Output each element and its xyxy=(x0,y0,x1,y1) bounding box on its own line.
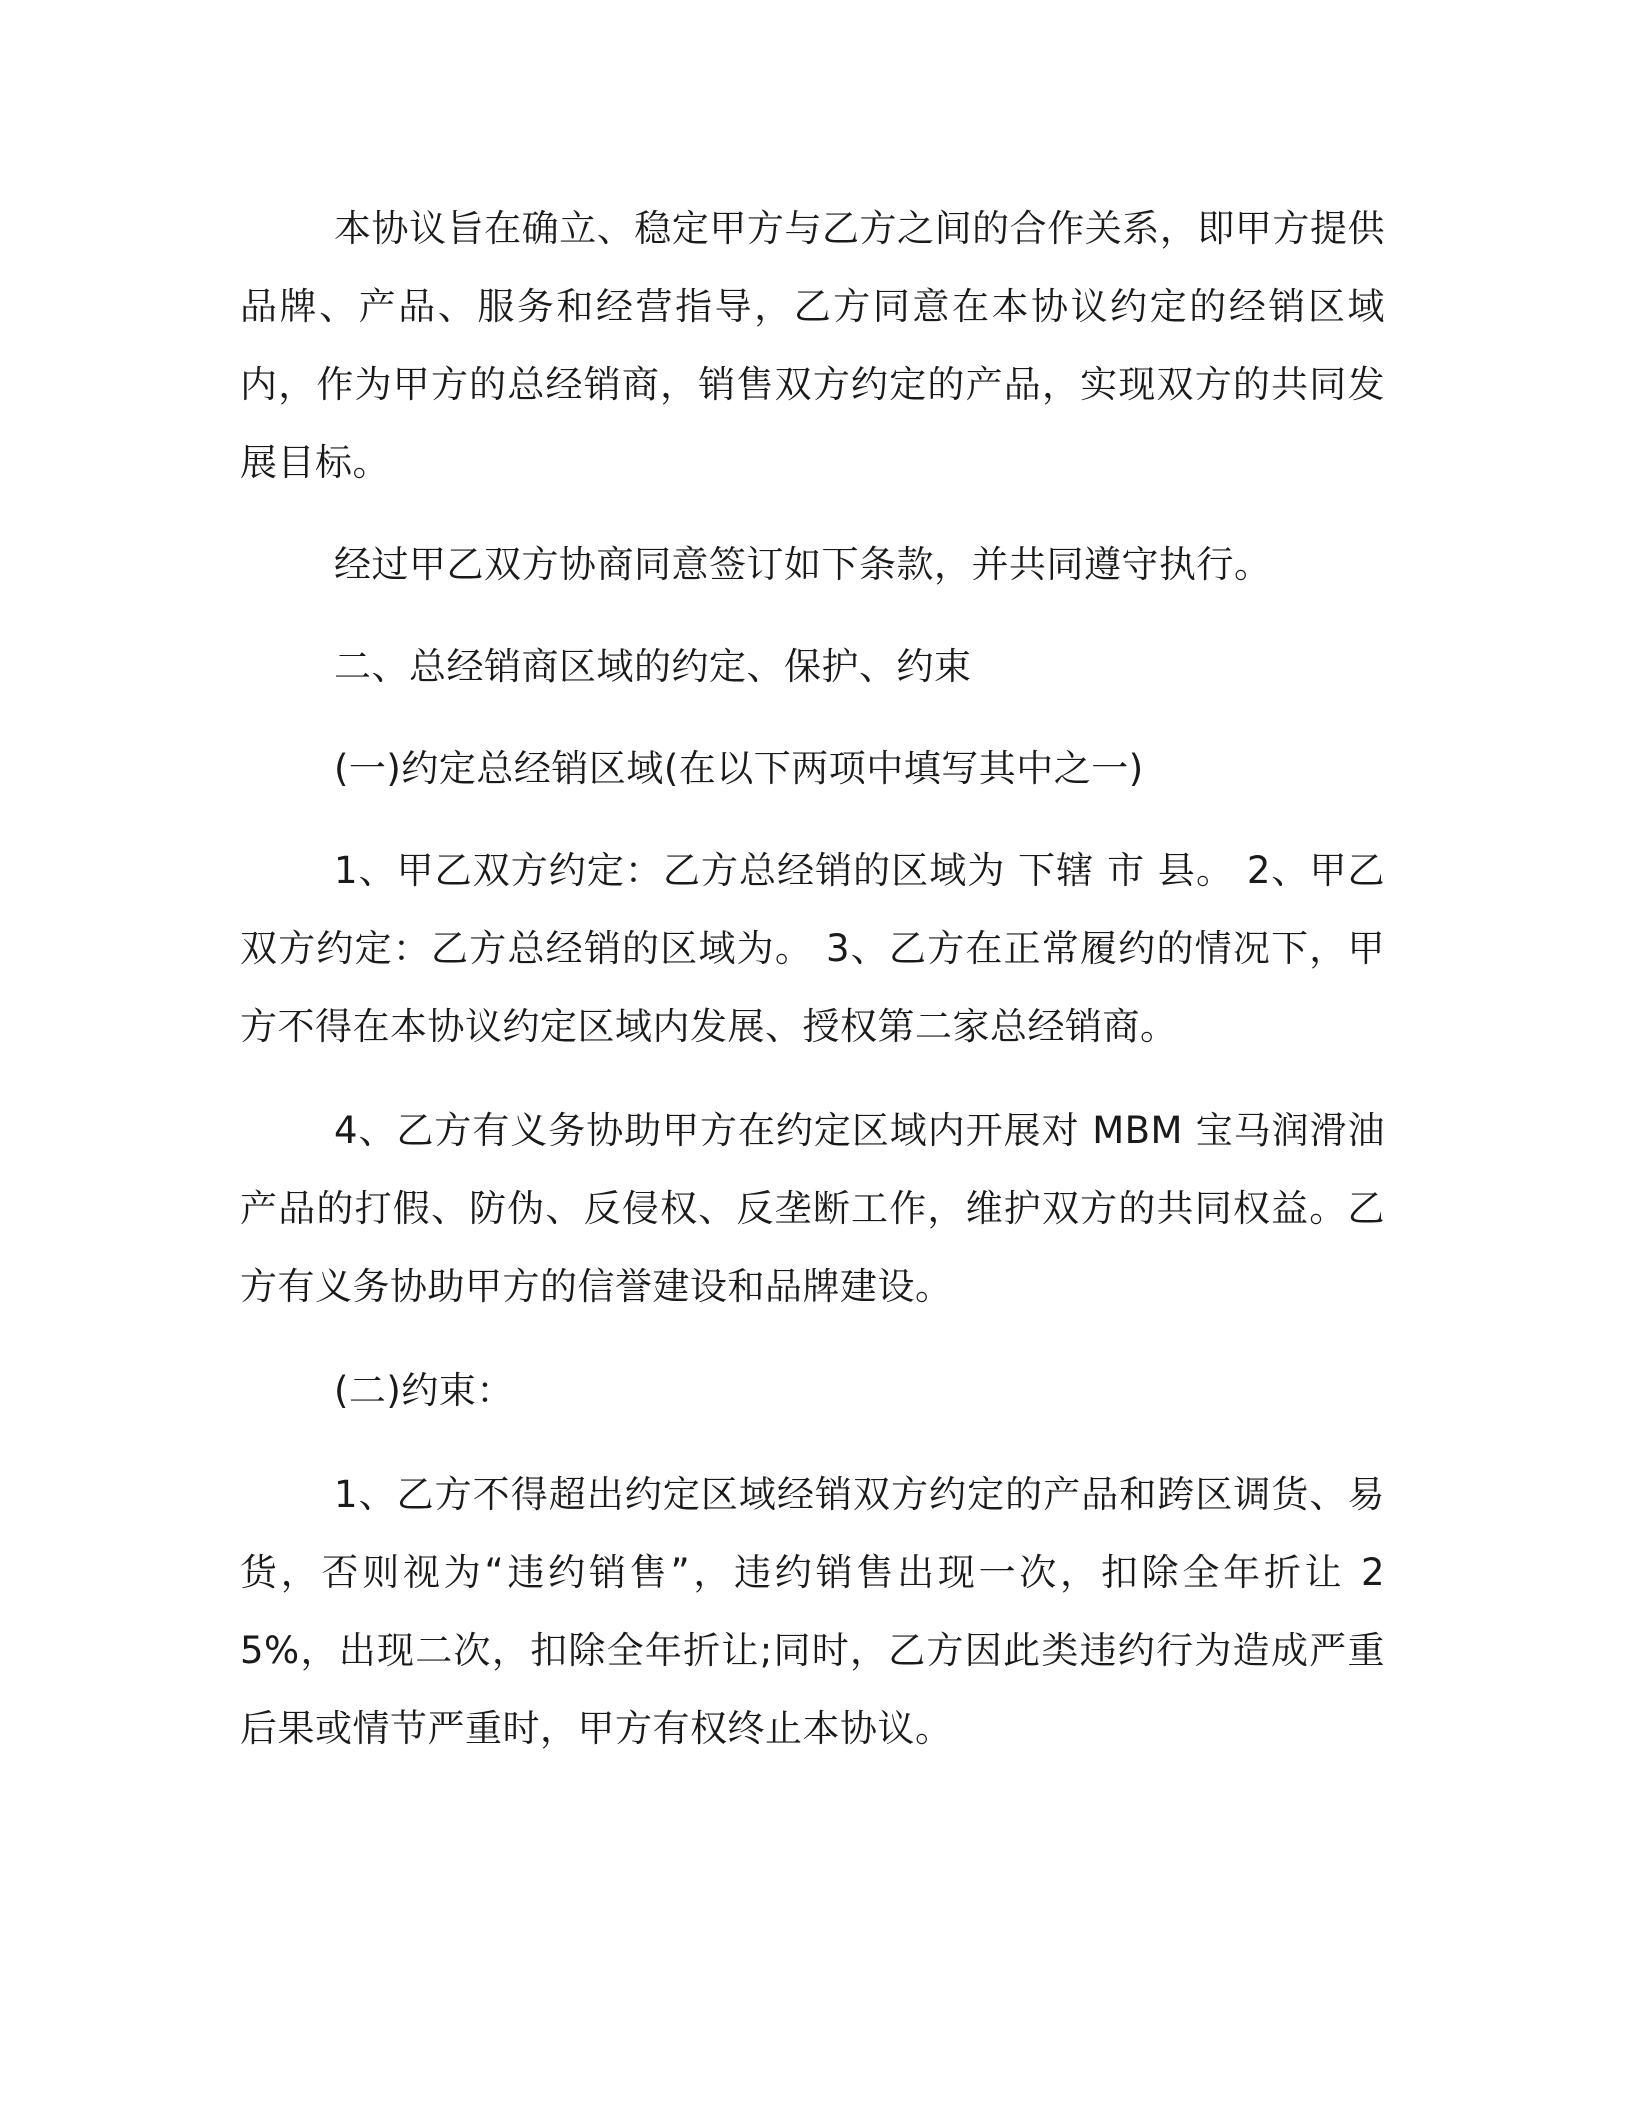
paragraph-agreement-intro: 经过甲乙双方协商同意签订如下条款，并共同遵守执行。 xyxy=(334,543,1272,586)
paragraph-violation-clause: 1、乙方不得超出约定区域经销双方约定的产品和跨区调货、易货，否则视为“违约销售”，违约销售出现一次，扣除全年折让 25%，出现二次，扣除全年折让;同时，乙方因此类违约行为造成严重后果或情节严重时，甲方有权终止本协议。 xyxy=(240,1473,1385,1750)
subsection-heading-territory-agreement: (一)约定总经销区域(在以下两项中填写其中之一) xyxy=(334,747,1144,790)
document-body xyxy=(240,190,1385,1768)
paragraph-purpose: 本协议旨在确立、稳定甲方与乙方之间的合作关系，即甲方提供品牌、产品、服务和经营指导，乙方同意在本协议约定的经销区域内，作为甲方的总经销商，销售双方约定的产品，实现双方的共同发展目标。 xyxy=(240,207,1385,484)
section-heading-territory: 二、总经销商区域的约定、保护、约束 xyxy=(334,645,972,688)
subsection-heading-restrictions: (二)约束： xyxy=(334,1369,514,1412)
paragraph-anti-counterfeit-clause: 4、乙方有义务协助甲方在约定区域内开展对 MBM 宝马润滑油产品的打假、防伪、反侵权、反垄断工作，维护双方的共同权益。乙方有义务协助甲方的信誉建设和品牌建设。 xyxy=(240,1109,1385,1308)
paragraph-territory-clauses: 1、甲乙双方约定：乙方总经销的区域为 下辖 市 县。 2、甲乙双方约定：乙方总经销的区域为。 3、乙方在正常履约的情况下，甲方不得在本协议约定区域内发展、授权第二家总经销商。 xyxy=(240,849,1385,1048)
